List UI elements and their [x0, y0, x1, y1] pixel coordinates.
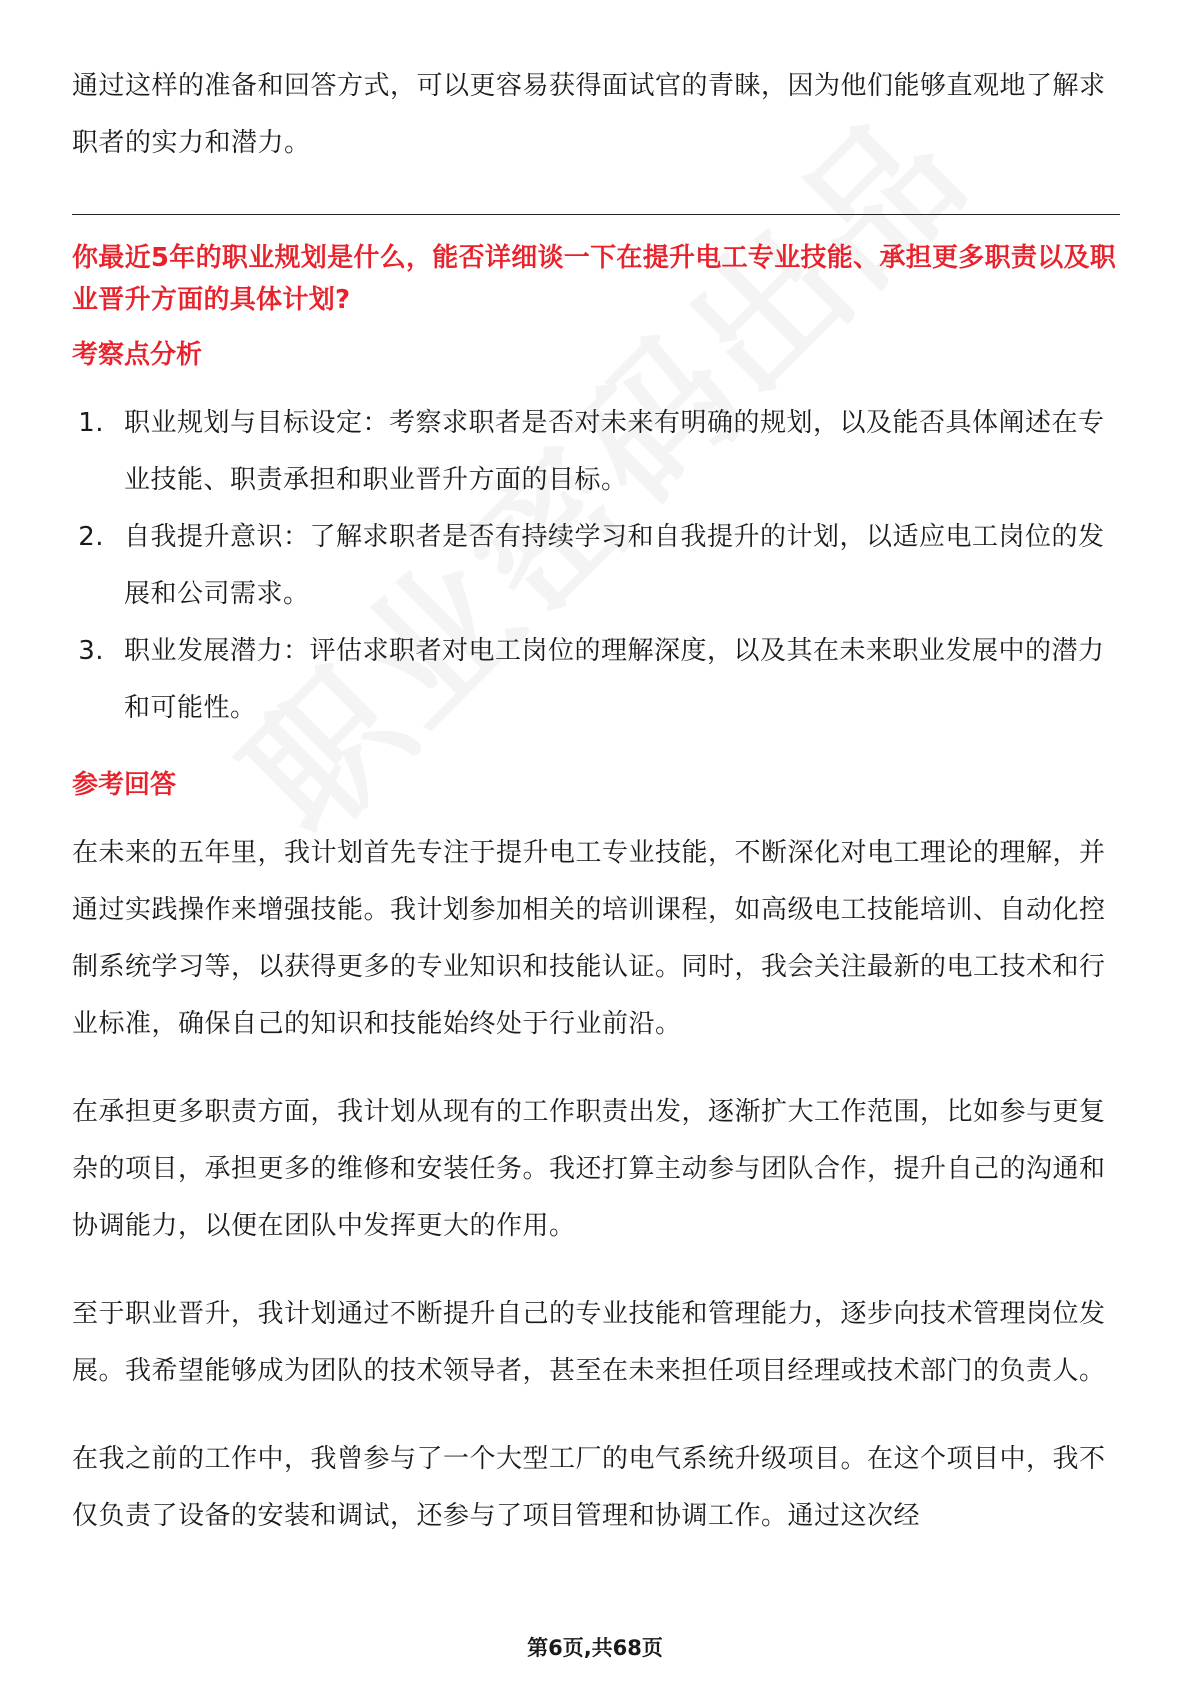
list-text: 职业规划与目标设定：考察求职者是否对未来有明确的规划，以及能否具体阐述在专业技能、职责承担和职业晋升方面的目标。 — [124, 408, 1105, 495]
document-page — [72, 58, 1120, 1576]
list-number: 1. — [78, 408, 104, 438]
question-heading: 你最近5年的职业规划是什么，能否详细谈一下在提升电工专业技能、承担更多职责以及职业晋升方面的具体计划? — [72, 243, 1117, 315]
list-item — [72, 509, 1120, 623]
answer-paragraph: 在未来的五年里，我计划首先专注于提升电工专业技能，不断深化对电工理论的理解，并通过实践操作来增强技能。我计划参加相关的培训课程，如高级电工技能培训、自动化控制系统学习等，以获得更多的专业知识和技能认证。同时，我会关注最新的电工技术和行业标准，确保自己的知识和技能始终处于行业前沿。 — [72, 838, 1106, 1039]
list-number: 3. — [78, 636, 104, 666]
list-number: 2. — [78, 522, 104, 552]
list-text: 职业发展潜力：评估求职者对电工岗位的理解深度，以及其在未来职业发展中的潜力和可能性。 — [124, 636, 1105, 723]
analysis-heading: 考察点分析 — [72, 340, 203, 370]
answer-paragraph: 在我之前的工作中，我曾参与了一个大型工厂的电气系统升级项目。在这个项目中，我不仅负责了设备的安装和调试，还参与了项目管理和协调工作。通过这次经 — [72, 1444, 1106, 1531]
answer-paragraph: 在承担更多职责方面，我计划从现有的工作职责出发，逐渐扩大工作范围，比如参与更复杂的项目，承担更多的维修和安装任务。我还打算主动参与团队合作，提升自己的沟通和协调能力，以便在团队中发挥更大的作用。 — [72, 1097, 1106, 1241]
list-item — [72, 395, 1120, 509]
answer-heading: 参考回答 — [72, 770, 177, 800]
analysis-list — [72, 395, 1120, 737]
answer-paragraph: 至于职业晋升，我计划通过不断提升自己的专业技能和管理能力，逐步向技术管理岗位发展。我希望能够成为团队的技术领导者，甚至在未来担任项目经理或技术部门的负责人。 — [72, 1299, 1106, 1386]
list-item — [72, 623, 1120, 737]
list-text: 自我提升意识：了解求职者是否有持续学习和自我提升的计划，以适应电工岗位的发展和公司需求。 — [124, 522, 1105, 609]
page-footer: 第6页,共68页 — [527, 1636, 663, 1660]
intro-paragraph: 通过这样的准备和回答方式，可以更容易获得面试官的青睐，因为他们能够直观地了解求职者的实力和潜力。 — [72, 71, 1106, 158]
section-divider — [72, 214, 1120, 215]
